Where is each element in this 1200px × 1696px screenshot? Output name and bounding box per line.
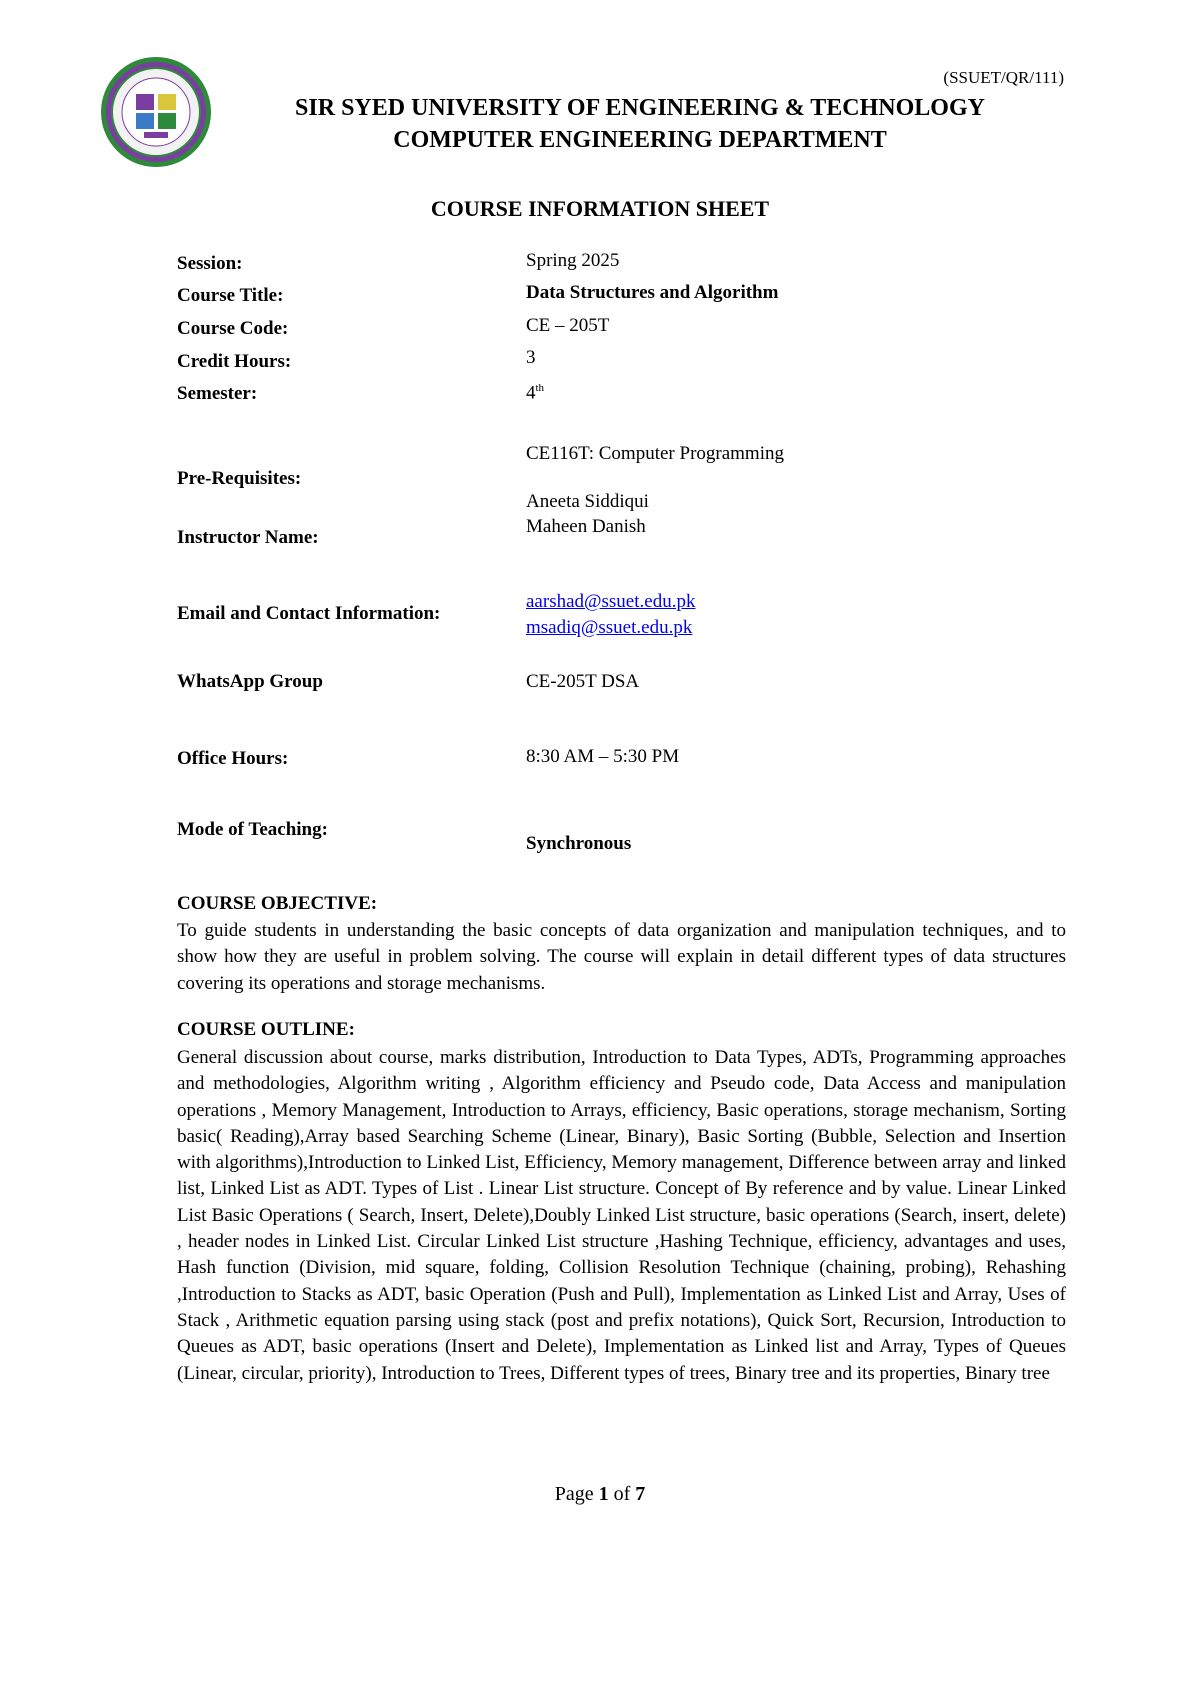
outline-text: General discussion about course, marks distribution, Introduction to Data Types, ADTs, Programming approaches and methodologies, Algorithm writing , Algorithm efficiency and Pseudo code, Data Access and manipulation operations , Memory Management, Introduction to Arrays, efficiency, Basic operations, storage mechanism, Sorting basic( Reading),Array based Searching Scheme (Linear, Binary), Basic Sorting (Bubble, Selection and Insertion with algorithms),Introduction to Linked List, Efficiency, Memory management, Difference between array and linked list, Linked List as ADT. Types of List . Linear List structure. Concept of By reference and by value. Linear Linked List Basic Operations ( Search, Insert, Delete),Doubly Linked List structure, basic operations (Search, insert, delete) , header nodes in Linked List. Circular Linked List structure ,Hashing Technique, efficiency, advantages and uses, Hash function (Division, mid square, folding, Collision Resolution Technique (chaining, probing), Rehashing ,Introduction to Stacks as ADT, basic Operation (Push and Pull), Implementation as Linked List and Array, Uses of Stack , Arithmetic equation parsing using stack (post and prefix notations), Quick Sort, Recursion, Introduction to Queues as ADT, basic operations (Insert and Delete), Implementation as Linked list and Array, Types of Queues (Linear, circular, priority), Introduction to Trees, Different types of trees, Binary tree and its properties, Binary tree bbox=[177, 1047, 1066, 1384]
page-word: Page bbox=[554, 1483, 594, 1505]
semester-value bbox=[526, 382, 544, 404]
prereq-value: CE116T: Computer Programming bbox=[526, 443, 784, 464]
university-name: SIR SYED UNIVERSITY OF ENGINEERING & TECHNOLOGY bbox=[295, 95, 985, 121]
course-code-value: CE – 205T bbox=[526, 315, 610, 336]
university-header bbox=[0, 92, 1200, 156]
prereq-label: Pre-Requisites: bbox=[177, 468, 302, 489]
sheet-title: COURSE INFORMATION SHEET bbox=[430, 196, 770, 221]
credit-hours-label: Credit Hours: bbox=[177, 351, 292, 372]
instructor-1: Aneeta Siddiqui bbox=[526, 491, 649, 512]
objective-text: To guide students in understanding the basic concepts of data organization and manipulation techniques, and to show how they are useful in problem solving. The course will explain in detail different types of data structures covering its operations and storage mechanisms. bbox=[177, 920, 1066, 994]
page-current: 1 bbox=[598, 1483, 609, 1505]
objective-heading: COURSE OBJECTIVE: bbox=[177, 893, 378, 914]
semester-suffix: th bbox=[535, 382, 545, 394]
course-title-label: Course Title: bbox=[177, 285, 284, 306]
session-label: Session: bbox=[177, 253, 243, 274]
page-total: 7 bbox=[635, 1483, 646, 1505]
mode-value: Synchronous bbox=[526, 833, 632, 854]
document-reference: (SSUET/QR/111) bbox=[943, 68, 1064, 87]
department-name: COMPUTER ENGINEERING DEPARTMENT bbox=[393, 127, 887, 153]
of-word: of bbox=[613, 1483, 631, 1505]
mode-label: Mode of Teaching: bbox=[177, 819, 328, 840]
semester-number: 4 bbox=[526, 382, 536, 404]
office-hours-label: Office Hours: bbox=[177, 748, 289, 769]
email-link-1[interactable]: aarshad@ssuet.edu.pk bbox=[526, 591, 696, 612]
page-number bbox=[0, 1483, 1200, 1506]
course-code-label: Course Code: bbox=[177, 318, 289, 339]
semester-label: Semester: bbox=[177, 383, 258, 404]
email-2-wrap bbox=[526, 617, 692, 639]
instructor-2: Maheen Danish bbox=[526, 516, 646, 537]
whatsapp-value: CE-205T DSA bbox=[526, 671, 640, 692]
instructor-label: Instructor Name: bbox=[177, 527, 319, 548]
email-1-wrap bbox=[526, 591, 695, 613]
whatsapp-label: WhatsApp Group bbox=[177, 671, 323, 692]
email-link-2[interactable]: msadiq@ssuet.edu.pk bbox=[526, 617, 693, 638]
office-hours-value: 8:30 AM – 5:30 PM bbox=[526, 746, 680, 767]
credit-hours-value: 3 bbox=[526, 347, 536, 368]
outline-heading: COURSE OUTLINE: bbox=[177, 1019, 355, 1040]
session-value: Spring 2025 bbox=[526, 250, 620, 271]
course-title-value: Data Structures and Algorithm bbox=[526, 282, 779, 303]
email-label: Email and Contact Information: bbox=[177, 603, 441, 624]
